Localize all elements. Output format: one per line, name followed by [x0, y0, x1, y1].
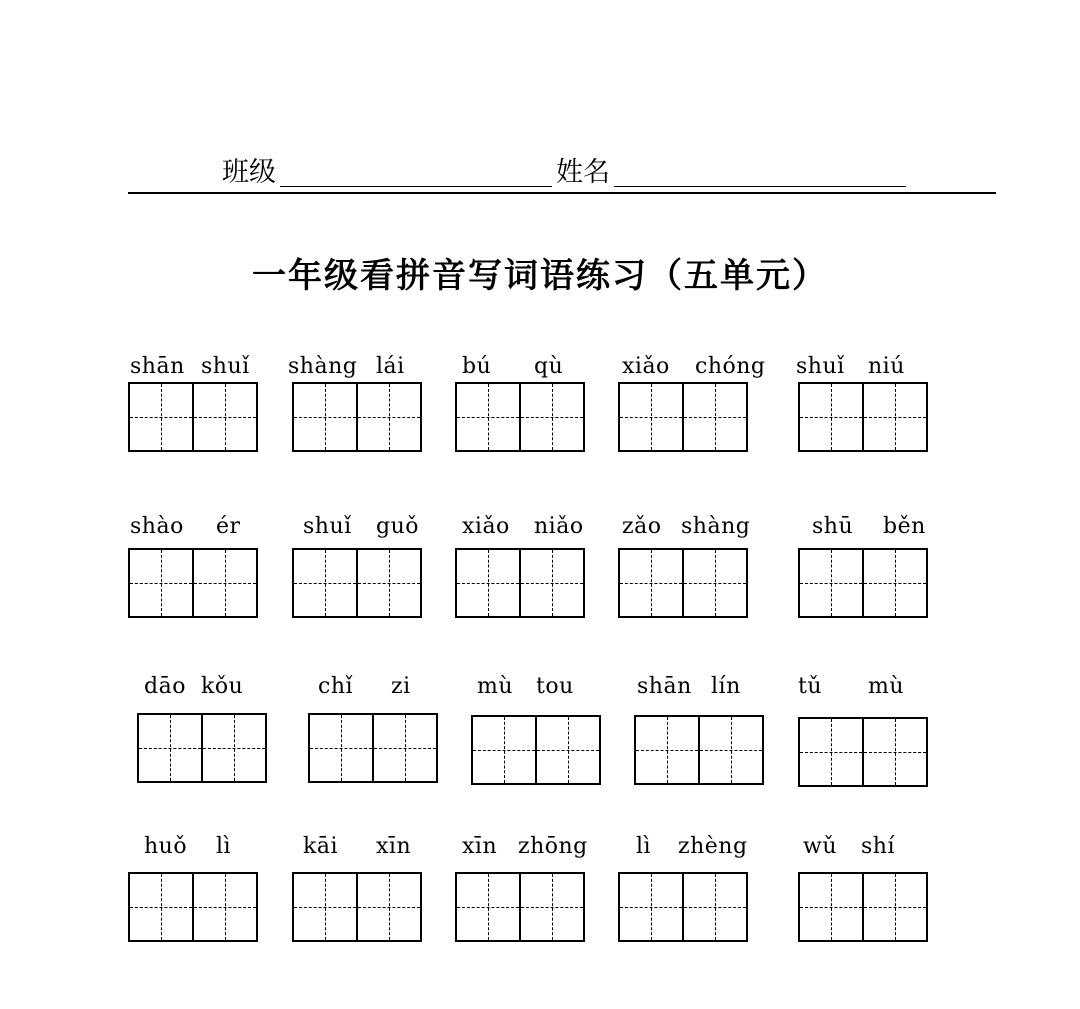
pinyin-syllable: běn	[883, 514, 926, 539]
guide-line-vertical	[831, 384, 832, 450]
pinyin-syllable: mù	[868, 674, 905, 699]
tianzige-cell[interactable]	[682, 382, 748, 452]
word-writing-boxes	[137, 713, 271, 785]
guide-line-vertical	[488, 550, 489, 616]
pinyin-syllable: zǎo	[622, 514, 662, 539]
pinyin-syllable: lì	[216, 834, 232, 859]
word-writing-boxes	[455, 382, 589, 454]
guide-line-vertical	[325, 550, 326, 616]
pinyin-syllable: xiǎo	[622, 354, 670, 379]
guide-line-vertical	[895, 384, 896, 450]
guide-line-vertical	[341, 715, 342, 781]
tianzige-cell[interactable]	[137, 713, 203, 783]
guide-line-vertical	[552, 384, 553, 450]
tianzige-cell[interactable]	[372, 713, 438, 783]
guide-line-vertical	[405, 715, 406, 781]
pinyin-syllable: mù	[477, 674, 514, 699]
tianzige-cell[interactable]	[618, 872, 684, 942]
tianzige-cell[interactable]	[535, 715, 601, 785]
word-writing-boxes	[618, 872, 752, 944]
tianzige-cell[interactable]	[862, 872, 928, 942]
word-writing-boxes	[128, 872, 262, 944]
guide-line-vertical	[504, 717, 505, 783]
tianzige-cell[interactable]	[698, 715, 764, 785]
pinyin-syllable: ér	[216, 514, 241, 539]
guide-line-vertical	[225, 384, 226, 450]
header-divider	[128, 192, 996, 194]
worksheet-title: 一年级看拼音写词语练习（五单元）	[252, 256, 828, 296]
word-writing-boxes	[455, 872, 589, 944]
pinyin-syllable: zi	[391, 674, 411, 699]
tianzige-cell[interactable]	[682, 548, 748, 618]
word-writing-boxes	[618, 548, 752, 620]
tianzige-cell[interactable]	[798, 872, 864, 942]
pinyin-syllable: kǒu	[201, 674, 244, 699]
tianzige-cell[interactable]	[292, 548, 358, 618]
guide-line-vertical	[161, 384, 162, 450]
guide-line-vertical	[552, 550, 553, 616]
guide-line-vertical	[170, 715, 171, 781]
pinyin-syllable: shuǐ	[201, 354, 250, 379]
tianzige-cell[interactable]	[634, 715, 700, 785]
tianzige-cell[interactable]	[356, 548, 422, 618]
word-writing-boxes	[634, 715, 768, 787]
guide-line-vertical	[389, 874, 390, 940]
tianzige-cell[interactable]	[618, 382, 684, 452]
tianzige-cell[interactable]	[128, 872, 194, 942]
pinyin-syllable: shào	[130, 514, 184, 539]
pinyin-syllable: chóng	[695, 354, 766, 379]
guide-line-vertical	[831, 874, 832, 940]
word-writing-boxes	[292, 382, 426, 454]
tianzige-cell[interactable]	[862, 382, 928, 452]
pinyin-syllable: shuǐ	[796, 354, 845, 379]
guide-line-vertical	[568, 717, 569, 783]
pinyin-syllable: shān	[637, 674, 692, 699]
guide-line-vertical	[325, 874, 326, 940]
tianzige-cell[interactable]	[455, 548, 521, 618]
guide-line-vertical	[895, 719, 896, 785]
pinyin-syllable: dāo	[144, 674, 186, 699]
guide-line-vertical	[895, 550, 896, 616]
tianzige-cell[interactable]	[292, 382, 358, 452]
tianzige-cell[interactable]	[292, 872, 358, 942]
guide-line-vertical	[831, 719, 832, 785]
guide-line-vertical	[325, 384, 326, 450]
pinyin-syllable: qù	[534, 354, 564, 379]
tianzige-cell[interactable]	[356, 872, 422, 942]
guide-line-vertical	[651, 550, 652, 616]
tianzige-cell[interactable]	[308, 713, 374, 783]
guide-line-vertical	[161, 874, 162, 940]
pinyin-syllable: xiǎo	[462, 514, 510, 539]
class-label: 班级	[222, 157, 276, 188]
pinyin-syllable: lì	[636, 834, 652, 859]
pinyin-syllable: huǒ	[144, 834, 188, 859]
guide-line-vertical	[161, 550, 162, 616]
tianzige-cell[interactable]	[798, 717, 864, 787]
tianzige-cell[interactable]	[356, 382, 422, 452]
pinyin-syllable: zhōng	[518, 834, 588, 859]
pinyin-syllable: chǐ	[318, 674, 354, 699]
tianzige-cell[interactable]	[519, 548, 585, 618]
tianzige-cell[interactable]	[862, 548, 928, 618]
tianzige-cell[interactable]	[128, 382, 194, 452]
tianzige-cell[interactable]	[519, 382, 585, 452]
pinyin-syllable: wǔ	[803, 834, 837, 859]
pinyin-syllable: niǎo	[534, 514, 584, 539]
pinyin-syllable: shuǐ	[303, 514, 352, 539]
guide-line-vertical	[831, 550, 832, 616]
pinyin-syllable: shàng	[288, 354, 358, 379]
guide-line-vertical	[715, 550, 716, 616]
guide-line-vertical	[895, 874, 896, 940]
tianzige-cell[interactable]	[798, 548, 864, 618]
pinyin-syllable: shí	[861, 834, 895, 859]
pinyin-syllable: shū	[812, 514, 854, 539]
guide-line-vertical	[667, 717, 668, 783]
pinyin-syllable: zhèng	[678, 834, 748, 859]
pinyin-syllable: lái	[376, 354, 405, 379]
pinyin-syllable: bú	[462, 354, 492, 379]
tianzige-cell[interactable]	[519, 872, 585, 942]
guide-line-vertical	[234, 715, 235, 781]
tianzige-cell[interactable]	[798, 382, 864, 452]
pinyin-syllable: xīn	[462, 834, 498, 859]
guide-line-vertical	[651, 384, 652, 450]
word-writing-boxes	[128, 548, 262, 620]
guide-line-vertical	[225, 550, 226, 616]
guide-line-vertical	[389, 384, 390, 450]
word-writing-boxes	[618, 382, 752, 454]
tianzige-cell[interactable]	[455, 872, 521, 942]
word-writing-boxes	[308, 713, 442, 785]
word-writing-boxes	[471, 715, 605, 787]
tianzige-cell[interactable]	[192, 548, 258, 618]
word-writing-boxes	[798, 548, 932, 620]
pinyin-syllable: guǒ	[376, 514, 419, 539]
pinyin-syllable: tǔ	[798, 674, 823, 699]
tianzige-cell[interactable]	[201, 713, 267, 783]
name-blank[interactable]	[614, 186, 906, 187]
pinyin-syllable: xīn	[376, 834, 412, 859]
class-blank[interactable]	[280, 186, 552, 187]
word-writing-boxes	[798, 717, 932, 789]
tianzige-cell[interactable]	[471, 715, 537, 785]
guide-line-vertical	[488, 384, 489, 450]
pinyin-syllable: shàng	[681, 514, 751, 539]
pinyin-syllable: tou	[536, 674, 574, 699]
tianzige-cell[interactable]	[862, 717, 928, 787]
guide-line-vertical	[715, 384, 716, 450]
word-writing-boxes	[455, 548, 589, 620]
pinyin-syllable: niú	[868, 354, 905, 379]
tianzige-cell[interactable]	[682, 872, 748, 942]
tianzige-cell[interactable]	[128, 548, 194, 618]
guide-line-vertical	[651, 874, 652, 940]
guide-line-vertical	[715, 874, 716, 940]
word-writing-boxes	[128, 382, 262, 454]
word-writing-boxes	[292, 872, 426, 944]
guide-line-vertical	[488, 874, 489, 940]
word-writing-boxes	[798, 872, 932, 944]
pinyin-syllable: lín	[711, 674, 741, 699]
word-writing-boxes	[292, 548, 426, 620]
name-label: 姓名	[556, 157, 610, 188]
word-writing-boxes	[798, 382, 932, 454]
tianzige-cell[interactable]	[618, 548, 684, 618]
tianzige-cell[interactable]	[192, 872, 258, 942]
guide-line-vertical	[225, 874, 226, 940]
guide-line-vertical	[389, 550, 390, 616]
guide-line-vertical	[731, 717, 732, 783]
tianzige-cell[interactable]	[192, 382, 258, 452]
pinyin-syllable: shān	[130, 354, 185, 379]
tianzige-cell[interactable]	[455, 382, 521, 452]
guide-line-vertical	[552, 874, 553, 940]
pinyin-syllable: kāi	[303, 834, 338, 859]
